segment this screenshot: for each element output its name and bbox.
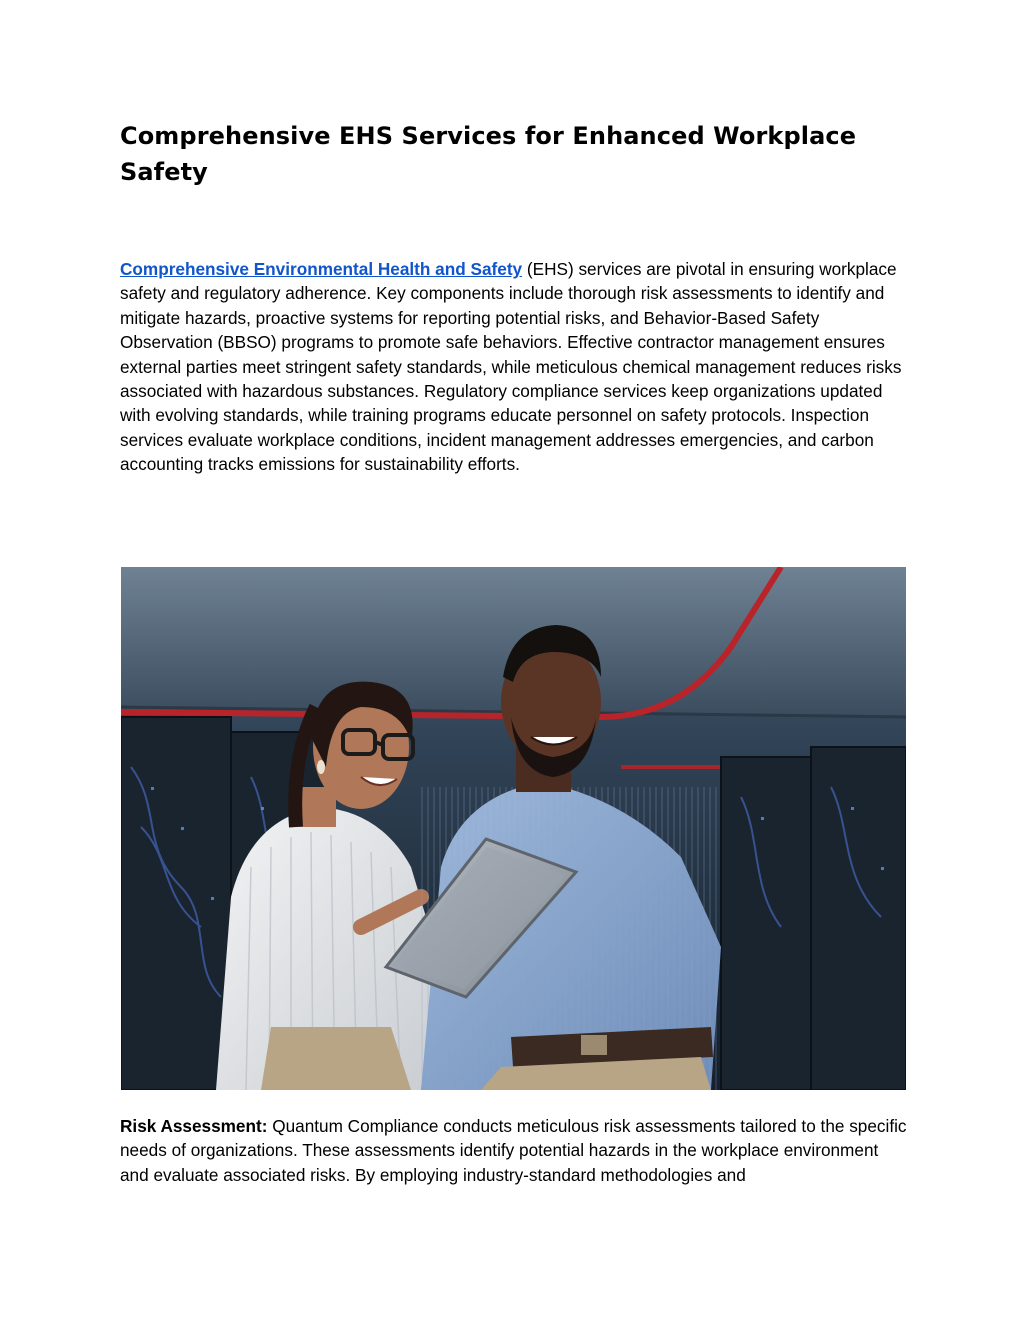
photo-two-people-with-tablet-in-server-room <box>121 567 906 1090</box>
page-title: Comprehensive EHS Services for Enhanced Workplace Safety <box>120 122 857 186</box>
intro-paragraph <box>120 257 910 477</box>
risk-assessment-paragraph <box>120 1114 910 1187</box>
risk-assessment-label: Risk Assessment: <box>120 1116 268 1136</box>
risk-assessment-text: Quantum Compliance conducts meticulous risk assessments tailored to the specific needs of organizations. These assessments identify potential hazards in the workplace environment and evaluate associated risks. By employing industry-standard methodologies and <box>120 1116 907 1185</box>
ehs-link[interactable]: Comprehensive Environmental Health and Safety <box>120 259 523 279</box>
intro-text: (EHS) services are pivotal in ensuring workplace safety and regulatory adherence. Key components include thorough risk assessments to identify and mitigate hazards, proactive systems for reporting potential risks, and Behavior-Based Safety Observation (BBSO) programs to promote safe behaviors. Effective contractor management ensures external parties meet stringent safety standards, while meticulous chemical management reduces risks associated with hazardous substances. Regulatory compliance services keep organizations updated with evolving standards, while training programs educate personnel on safety protocols. Inspection services evaluate workplace conditions, incident management addresses emergencies, and carbon accounting tracks emissions for sustainability efforts. <box>120 259 902 475</box>
